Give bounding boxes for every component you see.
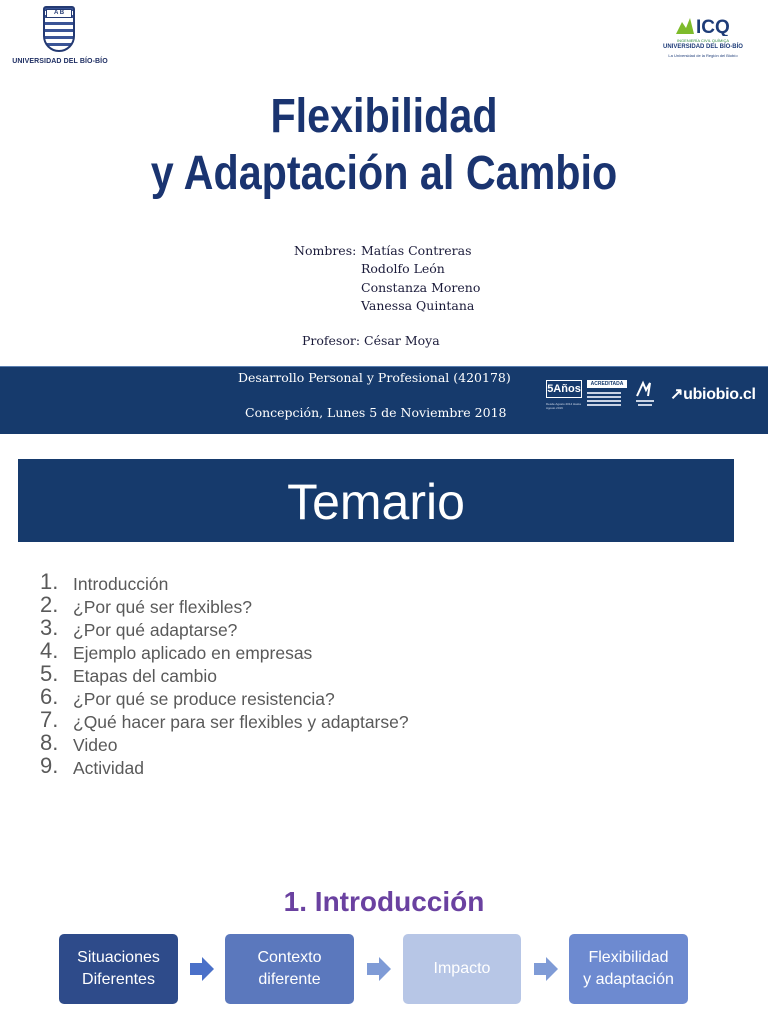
agenda-text: Video (73, 735, 118, 755)
author-name: Constanza Moreno (361, 280, 481, 295)
presentation-date: Concepción, Lunes 5 de Noviembre 2018 (245, 405, 507, 420)
author-name: Matías Contreras (361, 243, 472, 258)
arrow-right-icon (533, 955, 559, 983)
agenda-text: ¿Qué hacer para ser flexibles y adaptarse? (73, 712, 409, 732)
agenda-number: 9. (40, 753, 59, 778)
flow-step-impacto: Impacto (403, 934, 521, 1004)
intro-title: 1. Introducción (283, 886, 485, 917)
agenda-number: 8. (40, 730, 59, 755)
agenda-item (40, 730, 640, 756)
agenda-text: Introducción (73, 574, 169, 594)
university-name: UNIVERSIDAD DEL BÍO-BÍO (12, 58, 108, 65)
temario-title: Temario (287, 474, 465, 530)
accreditation-logos (546, 378, 756, 414)
accredited-badge: ACREDITADA (587, 380, 627, 388)
author-name: Vanessa Quintana (361, 298, 475, 313)
agenda-item (40, 592, 640, 618)
years-badge: 5Años (546, 380, 582, 398)
accredited-area-line (587, 400, 621, 402)
icq-university: UNIVERSIDAD DEL BÍO-BÍO (663, 44, 743, 50)
agenda-item (40, 707, 640, 733)
agenda-item (40, 569, 640, 595)
author-name: Rodolfo León (361, 261, 445, 276)
icq-mark-icon (674, 14, 734, 36)
arrow-right-icon (189, 955, 215, 983)
title-line-2: y Adaptación al Cambio (150, 147, 618, 200)
professor: Profesor: César Moya (302, 333, 440, 348)
agenda-number: 3. (40, 615, 59, 640)
agenda-number: 2. (40, 592, 59, 617)
icq-subtitle: INGENIERÍA CIVIL QUÍMICA (676, 38, 730, 43)
accredited-areas (587, 390, 627, 408)
accredited-area-line (587, 404, 621, 406)
agenda-text: ¿Por qué adaptarse? (73, 620, 238, 640)
title-line-1: Flexibilidad (270, 90, 498, 143)
agenda-text: Actividad (73, 758, 145, 778)
agenda-item (40, 684, 640, 710)
agenda-number: 4. (40, 638, 59, 663)
arrow-right-icon (366, 955, 392, 983)
agenda-item (40, 615, 640, 641)
flow-step-flexibilidad: Flexibilidad y adaptación (569, 934, 688, 1004)
accredited-area-line (587, 392, 621, 394)
accredited-area-line (587, 396, 621, 398)
agenda-list (40, 569, 640, 779)
university-logo (10, 6, 110, 68)
course-name: Desarrollo Personal y Profesional (420178) (238, 370, 511, 385)
agenda-item (40, 753, 640, 779)
agenda-text: ¿Por qué ser flexibles? (73, 597, 252, 617)
shield-letters: A B (46, 9, 72, 18)
agenda-text: ¿Por qué se produce resistencia? (73, 689, 335, 709)
icq-logo (662, 14, 744, 64)
cover-title (54, 88, 714, 202)
flow-step-contexto: Contexto diferente (225, 934, 354, 1004)
icq-text: ICQ (696, 17, 730, 36)
years-badge-sub: Desde Agosto 2014 Hasta Agosto 2019 (546, 402, 581, 410)
agenda-item (40, 661, 640, 687)
agenda-text: Ejemplo aplicado en empresas (73, 643, 313, 663)
website-text: ubiobio.cl (683, 386, 756, 403)
cna-logo-icon (634, 380, 656, 410)
website-link[interactable] (670, 384, 756, 404)
agenda-number: 1. (40, 569, 59, 594)
agenda-number: 7. (40, 707, 59, 732)
agenda-text: Etapas del cambio (73, 666, 217, 686)
agenda-number: 5. (40, 661, 59, 686)
icq-tagline: La Universidad de la Región del Biobío (668, 53, 738, 58)
agenda-item (40, 638, 640, 664)
names-label: Nombres: (294, 243, 357, 258)
flow-step-situaciones: Situaciones Diferentes (59, 934, 178, 1004)
agenda-number: 6. (40, 684, 59, 709)
arrow-logo-icon: ↗ (670, 386, 684, 403)
